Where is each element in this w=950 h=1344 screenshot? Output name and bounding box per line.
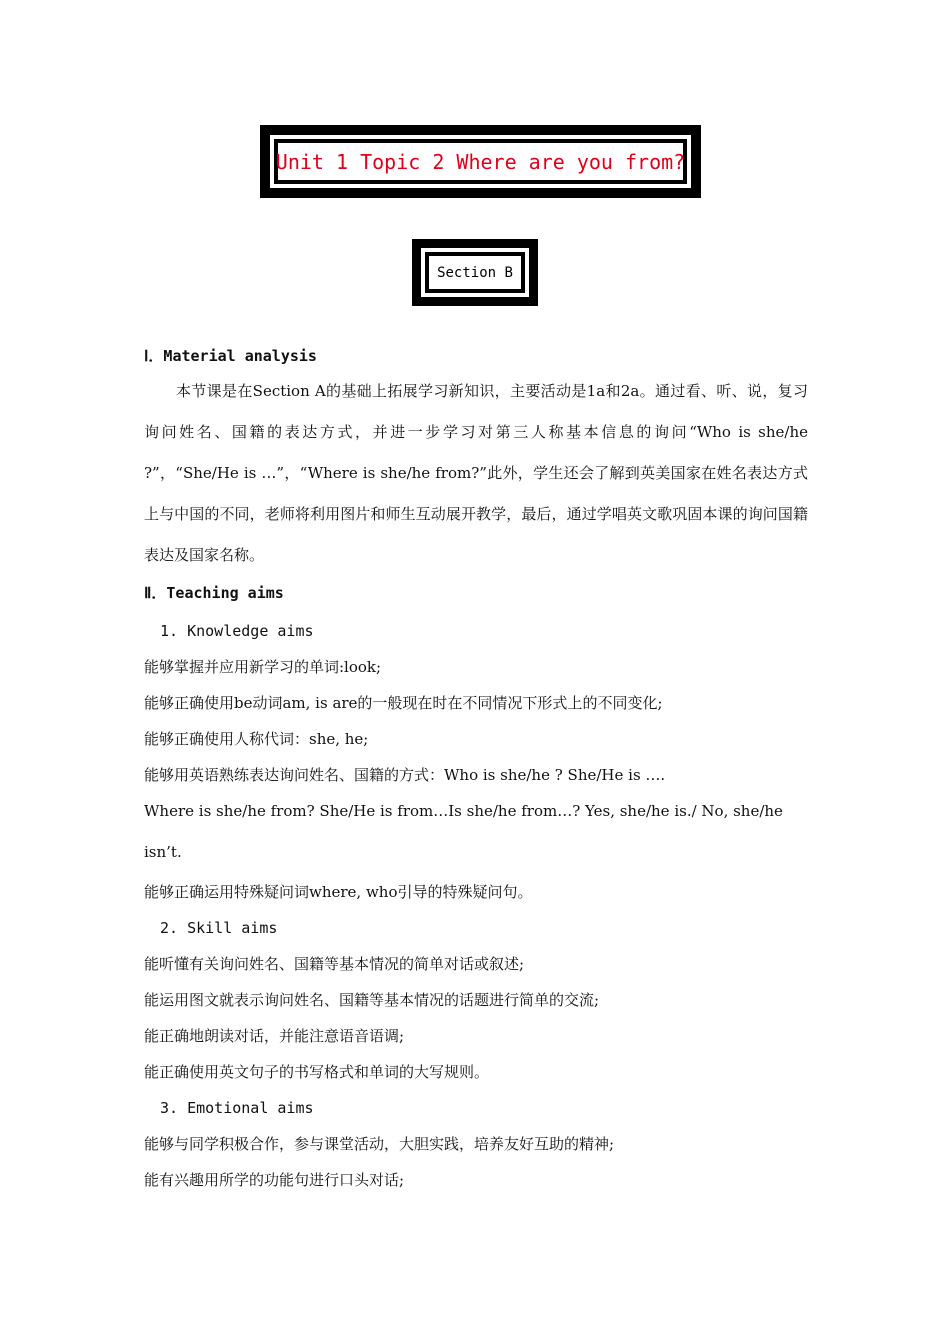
material-analysis-heading: Ⅰ．Material analysis xyxy=(144,347,317,365)
knowledge-aim-item: 能够用英语熟练表达询问姓名、国籍的方式：Who is she/he ? She/He is …. xyxy=(144,766,666,784)
knowledge-aim-item: 能够正确使用be动词am, is are的一般现在时在不同情况下形式上的不同变化; xyxy=(144,694,663,712)
document-body xyxy=(144,343,808,1201)
title-frame xyxy=(260,125,701,198)
skill-aim-item: 能运用图文就表示询问姓名、国籍等基本情况的话题进行简单的交流; xyxy=(144,991,600,1009)
emotional-aim-item: 能够与同学积极合作，参与课堂活动，大胆实践，培养友好互助的精神; xyxy=(144,1135,615,1153)
knowledge-aims-label: 1. Knowledge aims xyxy=(160,622,314,640)
section-label: Section B xyxy=(437,264,513,281)
skill-aim-item: 能正确使用英文句子的书写格式和单词的大写规则。 xyxy=(144,1063,490,1081)
document-title: Unit 1 Topic 2 Where are you from? xyxy=(275,149,686,174)
teaching-aims-heading: Ⅱ．Teaching aims xyxy=(144,584,284,602)
knowledge-aim-item: 能够掌握并应用新学习的单词:look; xyxy=(144,658,382,676)
emotional-aim-item: 能有兴趣用所学的功能句进行口头对话; xyxy=(144,1171,405,1189)
skill-aims-label: 2. Skill aims xyxy=(160,919,278,937)
section-frame xyxy=(412,239,538,306)
skill-aim-item: 能听懂有关询问姓名、国籍等基本情况的简单对话或叙述; xyxy=(144,955,525,973)
material-analysis-paragraph: 本节课是在Section A的基础上拓展学习新知识，主要活动是1a和2a。通过看、听、说，复习询问姓名、国籍的表达方式，并进一步学习对第三人称基本信息的询问“Who is she/he ?”，“She/He is …”，“Where is she/he from?”此外，学生还会了解到英美国家在姓名表达方式上与中国的不同，老师将利用图片和师生互动展开教学，最后，通过学唱英文歌巩固本课的询问国籍表达及国家名称。 xyxy=(144,382,808,564)
knowledge-aim-item: 能够正确使用人称代词：she, he; xyxy=(144,730,369,748)
knowledge-aim-item: Where is she/he from? She/He is from…Is she/he from…? Yes, she/he is./ No, she/he isn’t. xyxy=(144,802,783,861)
skill-aim-item: 能正确地朗读对话，并能注意语音语调; xyxy=(144,1027,405,1045)
emotional-aims-label: 3. Emotional aims xyxy=(160,1099,314,1117)
knowledge-aim-item: 能够正确运用特殊疑问词where, who引导的特殊疑问句。 xyxy=(144,883,533,901)
